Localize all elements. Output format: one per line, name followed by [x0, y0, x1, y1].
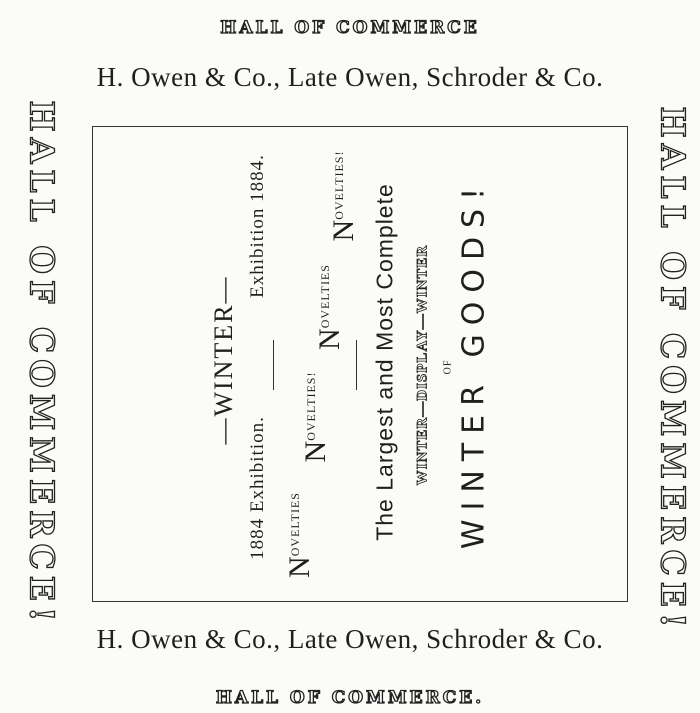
exhibition-1884-right: Exhibition 1884.	[247, 154, 268, 298]
winter-goods-heading: WINTER GOODS!	[456, 178, 492, 550]
firm-name-top: H. Owen & Co., Late Owen, Schroder & Co.	[96, 62, 604, 92]
right-side-banner: HALL OF COMMERCE!	[653, 106, 693, 634]
left-side-banner: HALL OF COMMERCE!	[22, 100, 62, 628]
firm-name-bottom: H. Owen & Co., Late Owen, Schroder & Co.	[96, 624, 604, 654]
divider-rule	[356, 340, 357, 390]
novelties-1: $N^{OVELTIES}$	[283, 492, 316, 578]
winter-heading: —WINTER—	[209, 275, 238, 445]
of-text: OF	[442, 359, 454, 375]
novelties-4: $N^{OVELTIES!}$	[327, 150, 360, 242]
bottom-banner: HALL OF COMMERCE.	[215, 688, 485, 708]
novelties-3: $N^{OVELTIES}$	[313, 264, 346, 350]
exhibition-1884-left: 1884 Exhibition.	[247, 416, 268, 560]
top-banner: HALL OF COMMERCE	[220, 18, 480, 38]
winter-display-line: WINTER—DISPLAY—WINTER	[414, 244, 431, 486]
largest-line: The Largest and Most Complete	[371, 183, 398, 541]
novelties-2: $N^{OVELTIES!}$	[299, 371, 332, 463]
divider-rule	[273, 340, 274, 390]
